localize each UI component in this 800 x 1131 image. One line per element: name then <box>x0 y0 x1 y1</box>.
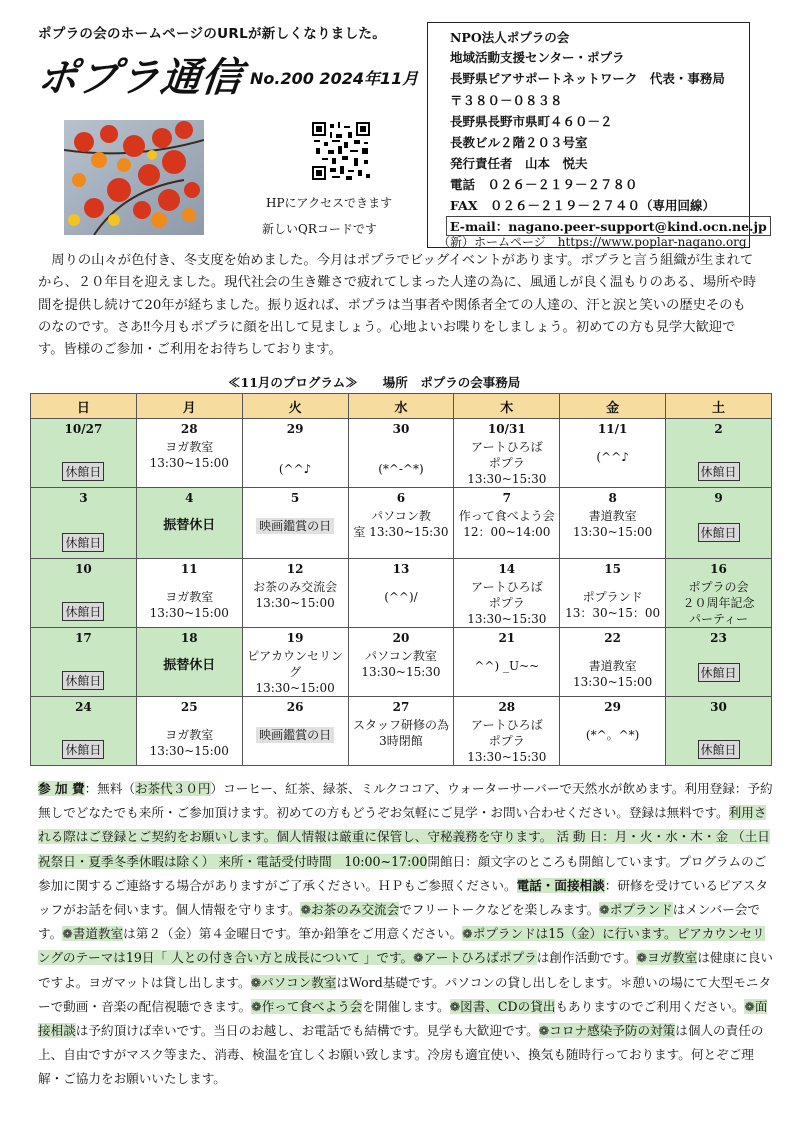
event-line: ２０周年記念 <box>682 596 755 610</box>
calendar-day-cell <box>454 697 560 766</box>
event-line: 室 13:30~15:30 <box>353 525 449 539</box>
day-event <box>245 579 346 611</box>
weekday-header: 日 <box>31 394 137 419</box>
day-number: 12 <box>286 562 304 576</box>
calendar-week-row <box>31 559 772 628</box>
event-line: 13:30~15:30 <box>467 612 547 626</box>
event-line: ポプラ <box>488 456 525 470</box>
org-building: 長教ビル２階２０３号室 <box>450 135 588 150</box>
day-number: 21 <box>498 631 516 645</box>
notice-text: ポプラの会のホームページのURLが新しくなりました。 <box>38 26 386 42</box>
info-text-block <box>38 777 773 1092</box>
day-number: 18 <box>180 631 198 645</box>
org-fax: FAX ０２６－２１９－２７４０（専用回線） <box>450 198 716 213</box>
calendar-week-row <box>31 419 772 488</box>
calendar-day-cell <box>242 488 348 559</box>
program-calendar <box>30 393 772 766</box>
newsletter-title: ポプラ通信 <box>35 55 246 101</box>
highlighted-text: 電話・面接相談 <box>516 877 605 893</box>
event-line: ポプランド <box>582 590 643 604</box>
calendar-week-row <box>31 628 772 697</box>
event-line: パソコン教 <box>371 509 431 523</box>
event-line: ポプラの会 <box>688 580 749 594</box>
info-text: ：無料（ <box>84 781 135 796</box>
day-number: 22 <box>604 631 621 645</box>
event-line: ^^) _U~~ <box>474 659 540 673</box>
info-text: を開催します。 <box>362 998 450 1014</box>
event-line: パーティー <box>689 612 749 626</box>
calendar-day-cell <box>242 697 348 766</box>
day-number: 7 <box>502 491 511 505</box>
day-event <box>351 461 452 477</box>
closed-badge <box>666 739 771 759</box>
highlighted-text: ❁図書、CDの貸出 <box>449 998 556 1014</box>
closed-badge <box>31 739 136 759</box>
calendar-day-cell <box>348 488 454 559</box>
calendar-day-cell <box>136 697 242 766</box>
movie-day-label: 映画鑑賞の日 <box>256 518 334 534</box>
calendar-day-cell <box>136 419 242 488</box>
weekday-header: 月 <box>136 394 242 419</box>
day-number: 16 <box>710 562 727 576</box>
calendar-day-cell <box>560 697 666 766</box>
event-line: ヨガ教室 <box>165 728 214 742</box>
calendar-day-cell <box>31 628 137 697</box>
closed-badge <box>31 532 136 552</box>
highlighted-text: ❁面接相談 <box>38 998 768 1039</box>
event-line: ヨガ教室 <box>165 440 214 454</box>
closed-badge <box>31 601 136 621</box>
event-line: (^^♪ <box>596 450 629 464</box>
day-event <box>562 658 663 690</box>
day-event <box>351 589 452 605</box>
day-number: 17 <box>75 631 92 645</box>
info-text: は予約頂けば幸いです。当日のお越し、お電話でも結構です。見学も大歓迎です。 <box>75 1023 539 1039</box>
day-event <box>456 717 557 765</box>
day-number: 11 <box>180 562 198 576</box>
info-text: 開館日：顔文字のところも開館しています。プログラムのご参加に関するご連絡する場合がありますがご了承ください。ＨＰもご参照ください。 <box>38 853 767 893</box>
highlighted-text: ❁お茶のみ交流会 <box>300 902 400 918</box>
org-homepage-link[interactable]: （新）ホームページ https://www.poplar-nagano.org <box>438 235 747 249</box>
day-number: 30 <box>392 422 410 436</box>
highlighted-text: ❁パソコン教室 <box>250 974 337 990</box>
calendar-day-cell <box>242 628 348 697</box>
day-number: 19 <box>286 631 304 645</box>
calendar-day-cell <box>666 559 772 628</box>
event-line: (*^-^*) <box>378 462 424 476</box>
day-event <box>668 579 769 627</box>
day-number: 27 <box>392 700 410 714</box>
day-event <box>139 439 240 471</box>
day-event <box>139 727 240 759</box>
weekday-header: 金 <box>560 394 666 419</box>
day-number: 28 <box>498 700 516 714</box>
organization-info-box <box>427 22 767 249</box>
event-line: (^^)/ <box>384 590 418 604</box>
calendar-week-row <box>31 488 772 559</box>
day-number: 11/1 <box>597 422 628 436</box>
day-number: 2 <box>714 422 723 436</box>
event-line: パソコン教室 <box>365 649 437 663</box>
highlighted-text: ❁ポプランドは15（金）に行います。ピアカウンセリングのテーマは19日「 人との付き合い方と成長について 」です。 <box>38 926 765 966</box>
day-event <box>139 658 240 674</box>
calendar-week-row <box>31 697 772 766</box>
event-line: (^^♪ <box>278 462 312 476</box>
calendar-day-cell <box>666 697 772 766</box>
closed-badge <box>31 670 136 690</box>
highlighted-text: ❁コロナ感染予防の対策 <box>538 1023 676 1039</box>
calendar-day-cell <box>454 488 560 559</box>
qr-code-icon[interactable] <box>312 122 370 180</box>
day-event <box>351 717 452 749</box>
event-line: 作って食べよう会 <box>458 509 555 523</box>
day-number: 30 <box>710 700 727 714</box>
day-number: 15 <box>604 562 621 576</box>
event-line: 13:30~15:00 <box>573 525 653 539</box>
calendar-day-cell <box>560 488 666 559</box>
org-line: 地域活動支援センター・ポプラ <box>450 50 625 65</box>
highlighted-text: ❁ポプランド <box>599 902 673 918</box>
issue-number: No.200 2024年11月 <box>250 69 419 88</box>
day-event <box>562 508 663 540</box>
closed-label: 休館日 <box>698 663 740 682</box>
closed-badge <box>666 461 771 481</box>
day-number: 29 <box>286 422 304 436</box>
day-number: 24 <box>75 700 92 714</box>
day-event <box>456 579 557 627</box>
day-number: 3 <box>79 491 88 505</box>
org-line: 長野県ピアサポートネットワーク 代表・事務局 <box>450 71 725 86</box>
event-line: ヨガ教室 <box>165 590 214 604</box>
closed-label: 休館日 <box>698 523 740 542</box>
info-text: はメンバー会です。 <box>38 902 760 942</box>
org-address: 長野県長野市県町４６０－２ <box>450 114 613 129</box>
calendar-day-cell <box>666 488 772 559</box>
event-line: アートひろば <box>470 580 543 594</box>
calendar-day-cell <box>136 628 242 697</box>
calendar-day-cell <box>454 628 560 697</box>
highlighted-text: ❁アートひろばポプラ <box>413 950 537 966</box>
weekday-header: 木 <box>454 394 560 419</box>
day-number: 9 <box>714 491 723 505</box>
event-line: 13:30~15:00 <box>573 675 653 689</box>
day-number: 13 <box>392 562 410 576</box>
day-event <box>562 449 663 465</box>
day-event <box>245 461 346 477</box>
autumn-maple-photo <box>64 120 204 235</box>
day-number: 8 <box>608 491 617 505</box>
calendar-day-cell <box>31 697 137 766</box>
highlighted-text: ❁ヨガ教室 <box>636 950 698 966</box>
day-number: 28 <box>180 422 198 436</box>
day-number: 23 <box>710 631 727 645</box>
calendar-day-cell <box>454 419 560 488</box>
day-event <box>351 648 452 680</box>
closed-badge <box>666 662 771 682</box>
day-number: 10 <box>75 562 92 576</box>
closed-label: 休館日 <box>62 602 104 621</box>
org-phone: 電話 ０２６－２１９－２７８０ <box>450 177 638 192</box>
highlighted-text: ❁作って食べよう会 <box>251 998 363 1014</box>
day-event <box>456 508 557 540</box>
program-title: ≪11月のプログラム≫ 場所 ポプラの会事務局 <box>228 375 521 390</box>
highlighted-text: お茶代３０円 <box>134 781 211 796</box>
info-text: 利用登録：予約無しでどなたでも来所・ご参加頂けます。初めての方もどうぞお気軽にご見学・お問い合わせください。登録は無料です。 <box>38 781 773 821</box>
day-number: 10/31 <box>487 422 526 436</box>
event-line: お茶のみ交流会 <box>253 580 338 594</box>
event-line: 13:30~15:00 <box>255 681 335 695</box>
day-number: 4 <box>185 491 194 505</box>
event-line: 12：00~14:00 <box>463 525 551 539</box>
closed-label: 休館日 <box>698 462 740 481</box>
info-text: ）コーヒー、紅茶、緑茶、ミルクココア、ウォーターサーバーで天然水が飲めます。 <box>210 781 685 796</box>
calendar-day-cell <box>348 559 454 628</box>
calendar-day-cell <box>560 559 666 628</box>
closed-label: 休館日 <box>62 462 104 481</box>
day-event <box>456 658 557 674</box>
calendar-day-cell <box>560 628 666 697</box>
org-email-link[interactable]: E-mail：nagano.peer-support@kind.ocn.ne.jp <box>446 216 771 236</box>
calendar-day-cell <box>242 559 348 628</box>
calendar-day-cell <box>454 559 560 628</box>
intro-paragraph: 周りの山々が色付き、冬支度を始めました。今月はポプラでビッグイベントがあります。ポプラと言う組織が生まれてから、２０年目を迎えました。現代社会の生き難さで疲れてしまった人達の為に、風通しが良く温もりのある、場所や時間を提供し続けて20年が経ちました。振り返れば、ポプラは当事者や関係者全ての人達の、汗と涙と笑いの歴史そのものなのです。さあ‼今月もポプラに顔を出して見ましょう。心地よいお喋りをしましょう。初めての方も見学大歓迎です。皆様のご参加・ご利用をお待ちしております。 <box>38 253 757 358</box>
event-line: (*^。^*) <box>585 728 640 742</box>
event-line: 13:30~15:00 <box>149 744 229 758</box>
event-line: 13:30~15:00 <box>255 596 335 610</box>
event-line: 書道教室 <box>588 659 637 673</box>
day-event <box>245 648 346 696</box>
event-line: アートひろば <box>470 440 543 454</box>
event-line: 13:30~15:30 <box>467 472 547 486</box>
day-event <box>139 518 240 534</box>
org-postal: 〒３８０－０８３８ <box>450 93 563 108</box>
info-text: はWord基礎です。パソコンの貸し出しをします。＊憩いの場にて大型モニターで動画・音楽の配信視聴できます。 <box>38 974 771 1014</box>
org-line: NPO法人ポプラの会 <box>450 30 570 45</box>
day-number: 29 <box>604 700 621 714</box>
info-text: は健康に良いですよ。ヨガマットは貸し出します。 <box>38 950 773 990</box>
day-event <box>139 589 240 621</box>
info-text: ：研修を受けているピアスタッフがお話を伺います。個人情報を守ります。 <box>38 877 768 918</box>
event-line: 13:30~15:00 <box>149 456 229 470</box>
day-number: 20 <box>392 631 410 645</box>
closed-badge <box>666 522 771 542</box>
calendar-day-cell <box>560 419 666 488</box>
calendar-day-cell <box>136 488 242 559</box>
calendar-day-cell <box>348 628 454 697</box>
highlighted-text: 利用される際はご登録とご契約をお願いします。個人情報は厳重に保管し、守秘義務を守ります。 活 動 日：月・火・水・木・金 （土日祝祭日・夏季冬季休暇は除く） 来所・電話受付時間 10:00~17:00 <box>38 805 770 869</box>
qr-caption-line1: HPにアクセスできます <box>266 196 393 210</box>
movie-day-event <box>245 518 346 534</box>
day-number: 26 <box>286 700 304 714</box>
qr-caption-line2: 新しいQRコードです <box>262 222 377 236</box>
day-event <box>456 439 557 487</box>
event-line: 13:30~15:30 <box>361 665 441 679</box>
info-text: は個人の責任の上、自由ですがマスク等また、消毒、検温を宜しくお願い致します。冷房も適宜使い、換気も随時行っております。何とぞご理解・ご協力をお願いいたします。 <box>38 1023 764 1087</box>
weekday-header: 土 <box>666 394 772 419</box>
qr-caption <box>262 190 422 242</box>
closed-label: 休館日 <box>698 740 740 759</box>
calendar-day-cell <box>348 697 454 766</box>
event-line: ポプラ <box>488 734 525 748</box>
calendar-day-cell <box>31 559 137 628</box>
event-line: 13:30~15:00 <box>149 606 229 620</box>
day-event <box>562 727 663 743</box>
calendar-day-cell <box>136 559 242 628</box>
day-number: 25 <box>180 700 198 714</box>
event-line: スタッフ研修の為 <box>352 718 449 732</box>
event-line: 書道教室 <box>588 509 637 523</box>
info-text: は創作活動です。 <box>536 950 637 966</box>
event-line: ポプラ <box>488 596 525 610</box>
calendar-day-cell <box>31 488 137 559</box>
event-line: 振替休日 <box>163 518 216 533</box>
event-line: 3時閉館 <box>379 734 423 748</box>
event-line: 13：30~15：00 <box>565 606 661 620</box>
calendar-day-cell <box>666 419 772 488</box>
info-text: もありますのでご利用ください。 <box>555 998 745 1014</box>
day-number: 10/27 <box>64 422 103 436</box>
calendar-day-cell <box>31 419 137 488</box>
closed-label: 休館日 <box>62 533 104 552</box>
info-text: でフリートークなどを楽しみます。 <box>399 902 600 918</box>
closed-label: 休館日 <box>62 740 104 759</box>
day-event <box>351 508 452 540</box>
day-number: 14 <box>498 562 516 576</box>
calendar-day-cell <box>242 419 348 488</box>
calendar-header-row <box>31 394 772 419</box>
closed-label: 休館日 <box>62 671 104 690</box>
event-line: ピアカウンセリング <box>247 649 344 679</box>
highlighted-text: ❁書道教室 <box>62 926 124 942</box>
event-line: アートひろば <box>470 718 543 732</box>
day-number: 5 <box>290 491 300 505</box>
weekday-header: 火 <box>242 394 348 419</box>
day-number: 6 <box>396 491 406 505</box>
highlighted-text: 参 加 費 <box>38 781 85 796</box>
closed-badge <box>31 461 136 481</box>
weekday-header: 水 <box>348 394 454 419</box>
event-line: 13:30~15:30 <box>467 750 547 764</box>
movie-day-label: 映画鑑賞の日 <box>256 727 334 743</box>
calendar-day-cell <box>348 419 454 488</box>
info-text: は第２（金）第４金曜日です。筆か鉛筆をご用意ください。 <box>123 926 463 942</box>
day-event <box>562 589 663 621</box>
movie-day-event <box>245 727 346 743</box>
calendar-day-cell <box>666 628 772 697</box>
org-publisher: 発行責任者 山本 悦夫 <box>450 156 588 171</box>
event-line: 振替休日 <box>163 658 216 673</box>
